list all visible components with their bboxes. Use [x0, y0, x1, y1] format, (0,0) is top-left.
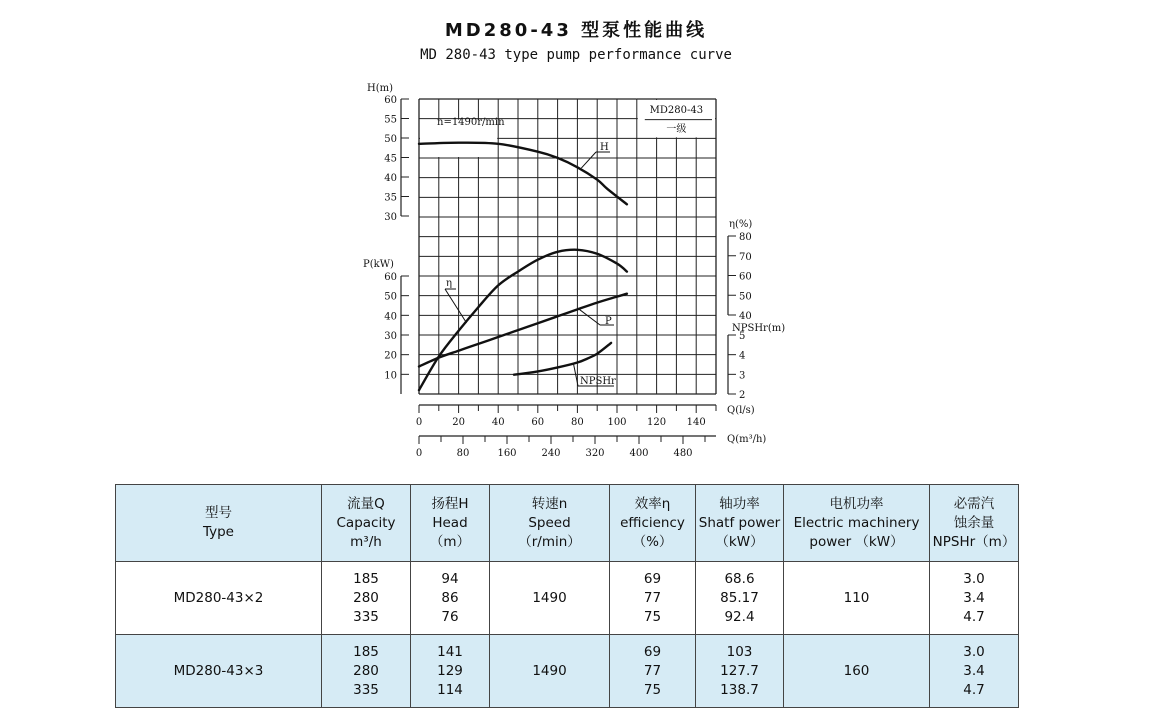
cell-npshr: 3.0 3.4 4.7 — [930, 635, 1019, 708]
q-m3h-axis-tick-label: 80 — [456, 448, 470, 459]
p-axis-tick-label: 60 — [384, 272, 397, 283]
header-shaft-power: 轴功率 Shatf power （kW） — [696, 485, 784, 562]
table-header-row — [116, 485, 1019, 562]
header-speed: 转速n Speed （r/min） — [490, 485, 610, 562]
h-axis-tick-label: 40 — [384, 173, 397, 184]
chart-title: MD280-43 型泵性能曲线 — [444, 20, 708, 41]
h-curve-label: H — [600, 142, 609, 153]
q-m3h-axis-tick-label: 480 — [673, 448, 693, 459]
eta-axis-tick-label: 50 — [739, 291, 752, 303]
cell-shaft-power: 68.6 85.17 92.4 — [696, 562, 784, 635]
cell-capacity: 185 280 335 — [322, 635, 411, 708]
q-m3h-axis-tick-label: 400 — [629, 448, 649, 459]
h-axis-tick-label: 55 — [384, 114, 397, 126]
eta-axis-tick-label: 40 — [739, 311, 752, 322]
q-ls-axis-tick-label: 60 — [531, 417, 545, 428]
h-axis-label: H(m) — [367, 83, 394, 94]
cell-speed: 1490 — [490, 562, 610, 635]
npshr-axis-tick-label: 2 — [739, 390, 746, 401]
header-type: 型号 Type — [116, 485, 322, 562]
p-axis-tick-label: 50 — [384, 291, 397, 303]
cell-npshr: 3.0 3.4 4.7 — [930, 562, 1019, 635]
cell-capacity: 185 280 335 — [322, 562, 411, 635]
q-m3h-axis-tick-label: 320 — [585, 448, 605, 459]
cell-efficiency: 69 77 75 — [610, 635, 696, 708]
cell-motor-power: 110 — [784, 562, 930, 635]
table-row — [116, 562, 1019, 635]
cell-type: MD280-43×3 — [116, 635, 322, 708]
cell-motor-power: 160 — [784, 635, 930, 708]
cell-efficiency: 69 77 75 — [610, 562, 696, 635]
header-npshr: 必需汽 蚀余量 NPSHr（m） — [930, 485, 1019, 562]
h-axis-tick-label: 45 — [384, 153, 397, 165]
h-curve-label-leader — [581, 152, 596, 168]
q-ls-axis-tick-label: 80 — [571, 417, 584, 428]
efficiency-curve-label-leader — [445, 289, 467, 323]
q-m3h-axis-tick-label: 160 — [497, 448, 517, 459]
chart-subtitle: MD 280-43 type pump performance curve — [420, 47, 732, 63]
header-head: 扬程H Head （m） — [411, 485, 490, 562]
efficiency-curve-label: η — [446, 278, 452, 289]
legend-stage: 一级 — [666, 124, 687, 135]
q-ls-axis-tick-label: 140 — [686, 417, 706, 428]
p-axis-tick-label: 20 — [384, 350, 397, 362]
q-m3h-axis-label: Q(m³/h) — [727, 434, 767, 445]
q-ls-axis-tick-label: 0 — [415, 417, 423, 428]
eta-axis-tick-label: 60 — [739, 271, 752, 283]
q-m3h-axis-tick-label: 240 — [541, 448, 561, 459]
q-ls-axis-label: Q(l/s) — [727, 405, 755, 416]
npshr-axis-label: NPSHr(m) — [732, 323, 786, 334]
p-axis-tick-label: 10 — [384, 370, 397, 382]
table-row — [116, 635, 1019, 708]
q-ls-axis-tick-label: 40 — [491, 417, 505, 428]
p-axis-label: P(kW) — [363, 259, 394, 270]
npshr-curve — [514, 343, 611, 375]
legend-model: MD280-43 — [649, 105, 704, 116]
power-curve-label: P — [605, 316, 612, 327]
npshr-axis-tick-label: 3 — [739, 370, 746, 382]
efficiency-curve — [419, 250, 627, 390]
npshr-axis-tick-label: 5 — [739, 331, 746, 342]
h-axis-tick-label: 60 — [384, 95, 397, 106]
h-axis-tick-label: 35 — [384, 192, 397, 204]
header-efficiency: 效率η efficiency （%） — [610, 485, 696, 562]
eta-axis-label: η(%) — [729, 219, 753, 230]
cell-head: 94 86 76 — [411, 562, 490, 635]
npshr-curve-label: NPSHr — [580, 376, 616, 387]
cell-type: MD280-43×2 — [116, 562, 322, 635]
p-axis-tick-label: 30 — [384, 331, 397, 342]
p-axis-tick-label: 40 — [384, 311, 397, 323]
eta-axis-tick-label: 70 — [739, 251, 752, 263]
h-axis-tick-label: 30 — [384, 212, 397, 223]
cell-shaft-power: 103 127.7 138.7 — [696, 635, 784, 708]
speed-label: n=1490r/min — [437, 117, 505, 128]
eta-axis-tick-label: 80 — [739, 232, 752, 243]
header-motor-power: 电机功率 Electric machinery power （kW） — [784, 485, 930, 562]
q-ls-axis-tick-label: 20 — [452, 417, 465, 428]
q-m3h-axis-tick-label: 0 — [415, 448, 423, 459]
cell-head: 141 129 114 — [411, 635, 490, 708]
spec-table — [115, 484, 1019, 708]
cell-speed: 1490 — [490, 635, 610, 708]
header-capacity: 流量Q Capacity m³/h — [322, 485, 411, 562]
npshr-axis-tick-label: 4 — [739, 350, 746, 362]
h-axis-tick-label: 50 — [384, 134, 397, 145]
q-ls-axis-tick-label: 100 — [607, 417, 627, 428]
q-ls-axis-tick-label: 120 — [647, 417, 667, 428]
